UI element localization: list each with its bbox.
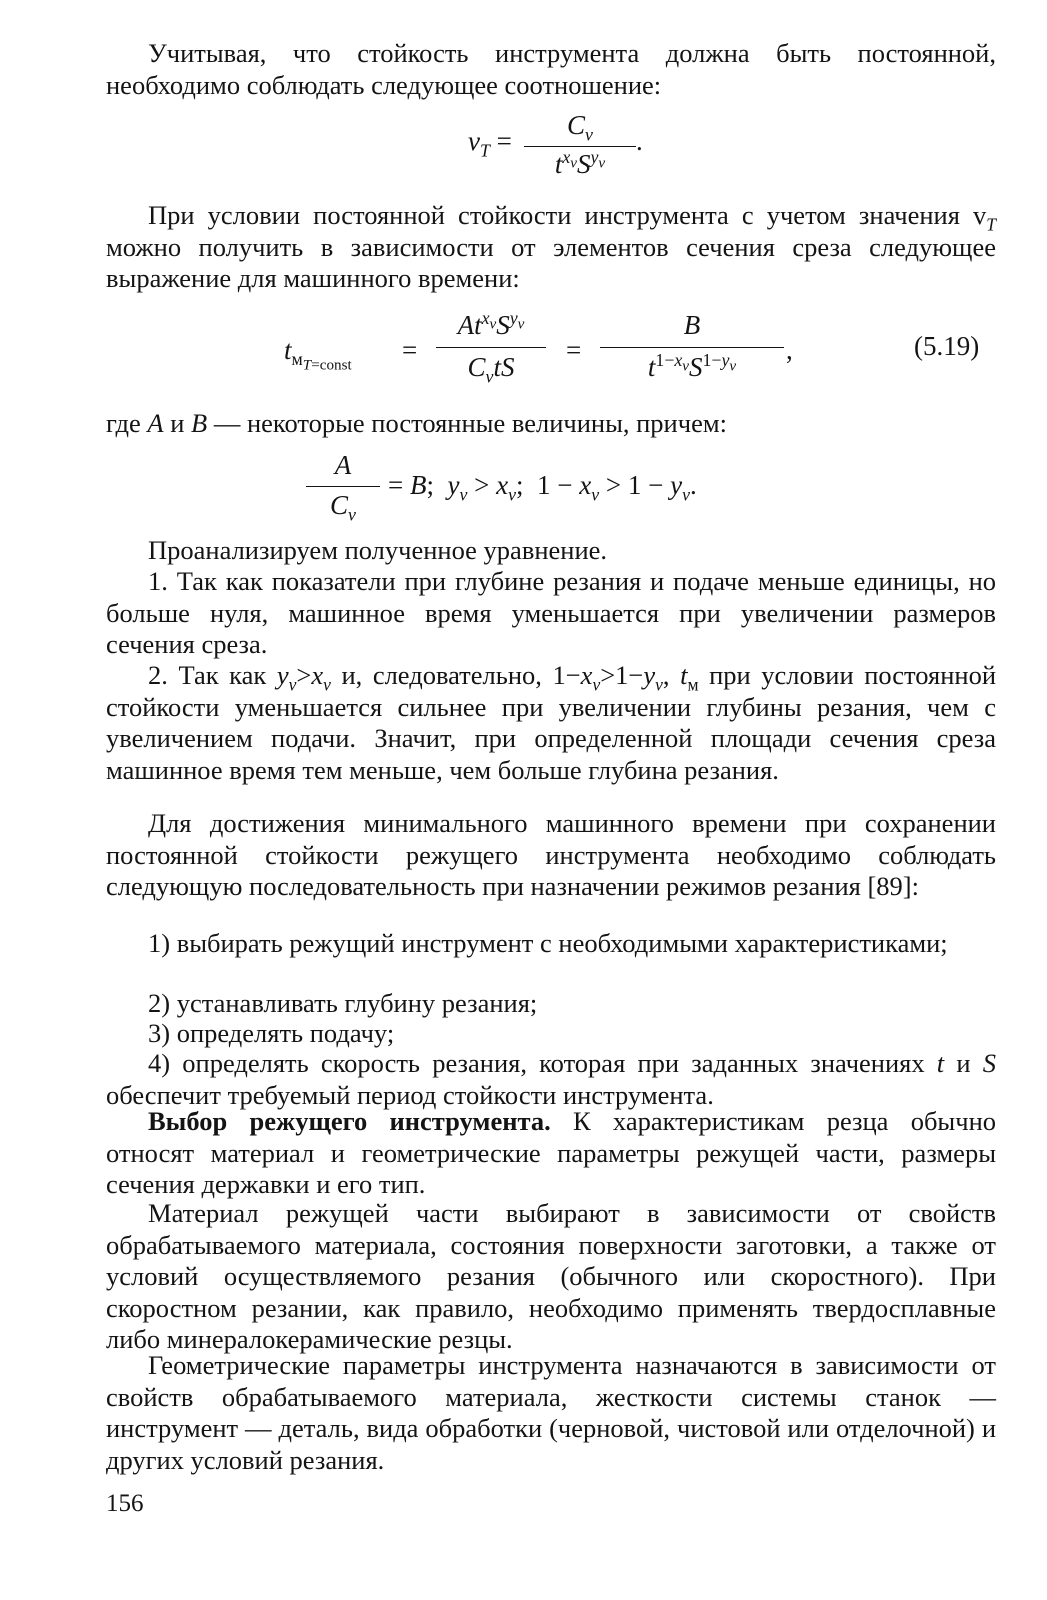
page-number: 156 — [106, 1490, 144, 1517]
equation-number: (5.19) — [914, 331, 980, 361]
list-item-1: 1) выбирать режущий инструмент с необходимыми характеристиками; — [148, 928, 948, 958]
paragraph-10: Геометрические параметры инструмента назначаются в зависимости от свойств обрабатываемого материала, жесткости системы станок — инструмент — деталь, вида обработки (черновой, чистовой или отделочной) и других условий резания. — [106, 1350, 996, 1475]
list-item-4: 4) определять скорость резания, которая при заданных значениях t и S обеспечит требуемый период стойкости инструмента. — [106, 1048, 996, 1110]
list-item-2: 2) устанавливать глубину резания; — [148, 988, 538, 1018]
paragraph-6: 2. Так как $y_v>x_v$ и, следовательно, $1-x_v>1-y_v$, $t_м$ при условии постоянной стойкости уменьшается сильнее при увеличении глубины резания, чем с увеличением подачи. Значит, при определенной площади сечения среза машинное время тем меньше, чем больше глубина резания. — [106, 660, 997, 785]
paragraph-8: Выбор режущего инструмента. К характеристикам резца обычно относят материал и геометрические параметры режущей части, размеры сечения державки и его тип. — [106, 1106, 996, 1199]
section-heading: Выбор режущего инструмента. — [148, 1106, 551, 1136]
paragraph-7: Для достижения минимального машинного времени при сохранении постоянной стойкости режущего инструмента необходимо соблюдать следующую последовательность при назначении режимов резания [89]: — [106, 808, 996, 901]
paragraph-4: Проанализируем полученное уравнение. — [148, 535, 608, 565]
paragraph-1: Учитывая, что стойкость инструмента должна быть постоянной, необходимо соблюдать следующее соотношение: — [106, 38, 996, 100]
paragraph-5: 1. Так как показатели при глубине резания и подаче меньше единицы, но больше нуля, машинное время уменьшается при увеличении размеров сечения среза. — [106, 566, 996, 659]
list-item-3: 3) определять подачу; — [148, 1018, 395, 1048]
paragraph-2: При условии постоянной стойкости инструмента с учетом значения $v_T$ можно получить в зависимости от элементов сечения среза следующее выражение для машинного времени: — [106, 200, 996, 293]
paragraph-9: Материал режущей части выбирают в зависимости от свойств обрабатываемого материала, состояния поверхности заготовки, а также от условий осуществляемого резания (обычного или скоростного). При скоростном резании, как правило, необходимо применять твердосплавные либо минералокерамические резцы. — [106, 1198, 996, 1354]
paragraph-3: где A и B — некоторые постоянные величины, причем: — [106, 408, 727, 438]
book-page: Учитывая, что стойкость инструмента должна быть постоянной, необходимо соблюдать следующее соотношение: $v_T$ = $C_v$ $t^{x_v}S^{y_v}$ . При условии постоянной стойкости инструмента с учетом значения $v_T$ можно получить в зависимости от элементов сечения среза следующее выражение для машинного времени: $t_{м_{T=const}}$ = $At^{x_v}S^{y_v}$ $C_vtS$ = B $t^{1-x_v}S^{1-y_v}$ , (5.19) где A и B — некоторые постоянные величины, причем: A $C_v$ = B; $y_v > x_v$; $1 - x_v > 1 - y_v$. Проанализируем полученное уравнение. 1. Так как показатели при глубине резания и подаче меньше единицы, но больше нуля, машинное время уменьшается при увеличении размеров сечения среза. 2. Так как $y_v>x_v$ и, следовательно, $1-x_v>1-y_v$, $t_м$ при условии постоянной стойкости уменьшается сильнее при увеличении глубины резания, чем с увеличением подачи. Значит, при определенной площади сечения среза машинное время тем меньше, чем больше глубина резания. Для достижения минимального машинного времени при сохранении постоянной стойкости режущего инструмента необходимо соблюдать следующую последовательность при назначении режимов резания [89]: 1) выбирать режущий инструмент с необходимыми характеристиками; 2) устанавливать глубину резания; 3) определять подачу; 4) определять скорость резания, которая при заданных значениях t и S обеспечит требуемый период стойкости инструмента. Выбор режущего инструмента. К характеристикам резца обычно относят материал и геометрические параметры режущей части, размеры сечения державки и его тип. Материал режущей части выбирают в зависимости от свойств обрабатываемого материала, состояния поверхности заготовки, а также от условий осуществляемого резания (обычного или скоростного). При скоростном резании, как правило, необходимо применять твердосплавные либо минералокерамические резцы. Геометрические параметры инструмента назначаются в зависимости от свойств обрабатываемого материала, жесткости системы станок — инструмент — деталь, вида обработки (черновой, чистовой или отделочной) и других условий резания. 156 — [106, 38, 997, 1517]
